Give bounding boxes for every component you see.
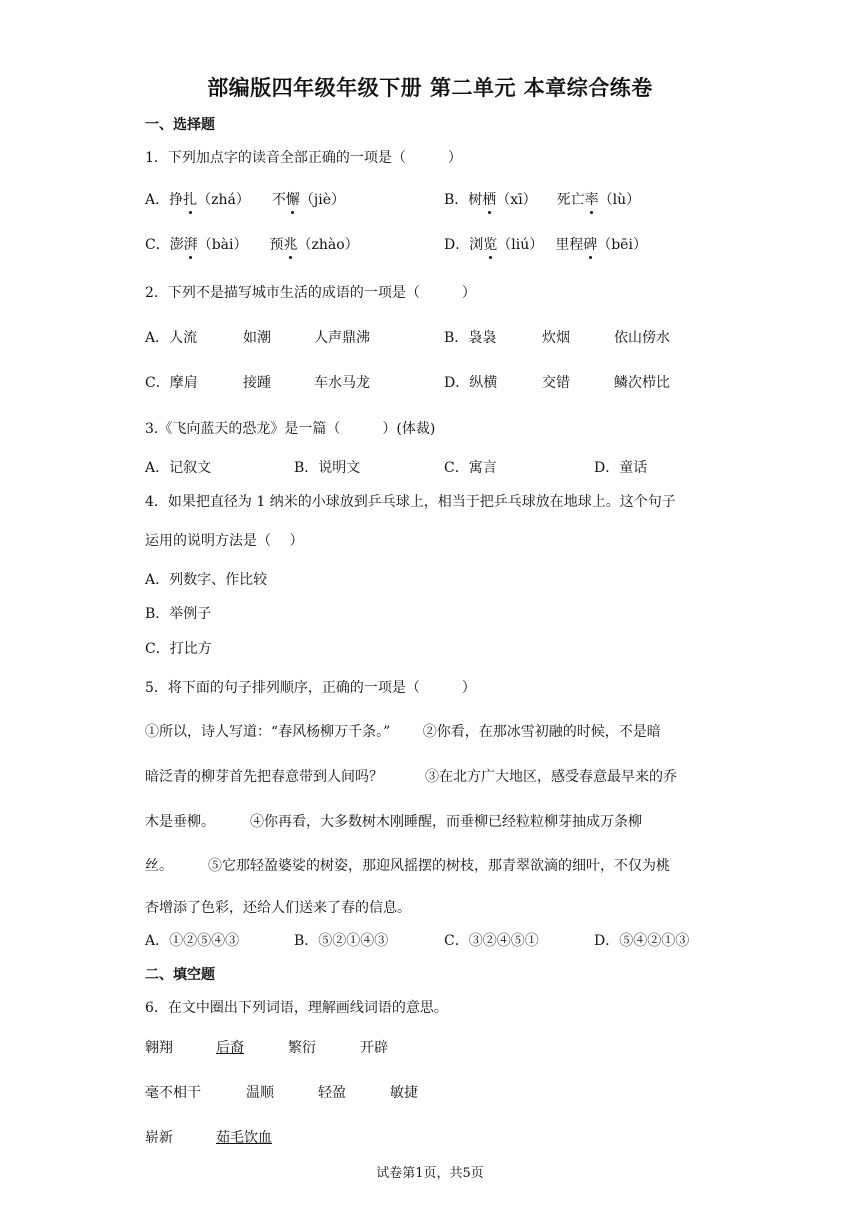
q5-option-b: B．⑤②①④③	[294, 933, 389, 949]
dotted-char: 率	[585, 189, 599, 209]
q6-word: 繁衍	[288, 1040, 316, 1056]
q6-word: 敏捷	[390, 1085, 418, 1101]
q2-option-b-2: 炊烟	[542, 330, 570, 346]
dotted-char: 兆	[284, 234, 298, 254]
question-5-stem: 5．将下面的句子排列顺序，正确的一项是（ ）	[145, 680, 476, 696]
q3-option-d: D．童话	[594, 460, 648, 476]
q1-option-d	[444, 234, 647, 254]
q4-option-c: C．打比方	[145, 641, 212, 657]
option-label: B．	[444, 192, 469, 208]
word: 澎	[169, 237, 184, 253]
word: 里程	[555, 237, 584, 253]
q5-passage-line4: 丝。 ⑤它那轻盈婆娑的树姿，那迎风摇摆的树枝，那青翠欲滴的细叶，不仅为桃	[145, 858, 670, 874]
q2-option-b-1: B．袅袅	[444, 330, 497, 346]
q6-word: 轻盈	[318, 1085, 346, 1101]
dotted-char: 览	[483, 234, 497, 254]
dotted-char: 湃	[184, 234, 198, 254]
q2-option-d-1: D．纵横	[444, 375, 498, 391]
pinyin: （jiè）	[299, 192, 345, 208]
q5-option-c: C．③②④⑤①	[444, 933, 539, 949]
q6-word: 温顺	[246, 1085, 274, 1101]
section-heading-fill: 二、填空题	[145, 967, 215, 983]
q3-option-b: B．说明文	[294, 460, 361, 476]
page-title: 部编版四年级年级下册 第二单元 本章综合练卷	[207, 76, 653, 100]
q5-option-d: D．⑤④②①③	[594, 933, 690, 949]
section-heading-choice: 一、选择题	[145, 117, 215, 133]
option-label: A．	[145, 192, 170, 208]
word: 不	[271, 192, 286, 208]
q6-word: 崭新	[145, 1130, 173, 1146]
q2-option-a-3: 人声鼎沸	[314, 330, 370, 346]
pinyin: （lù）	[598, 192, 641, 208]
q5-passage-line3: 木是垂柳。 ④你再看，大多数树木刚睡醒，而垂柳已经粒粒柳芽抽成万条柳	[145, 814, 642, 830]
q2-option-c-3: 车水马龙	[314, 375, 370, 391]
q4-option-b: B．举例子	[145, 606, 212, 622]
question-6-stem: 6．在文中圈出下列词语，理解画线词语的意思。	[145, 1000, 448, 1016]
question-4-stem-line2: 运用的说明方法是（ ）	[145, 533, 304, 549]
q6-word-underlined: 茹毛饮血	[216, 1130, 272, 1146]
word: 预	[269, 237, 284, 253]
word: 死亡	[556, 192, 585, 208]
q2-option-c-1: C．摩肩	[145, 375, 198, 391]
q6-word-underlined: 后裔	[216, 1040, 244, 1056]
word: 浏	[469, 237, 484, 253]
dotted-char: 碑	[583, 234, 597, 254]
q6-word: 开辟	[360, 1040, 388, 1056]
question-3-stem: 3.《飞向蓝天的恐龙》是一篇（ ）(体裁)	[145, 421, 436, 437]
option-label: C．	[145, 237, 170, 253]
question-2-stem: 2．下列不是描写城市生活的成语的一项是（ ）	[145, 285, 476, 301]
q2-option-a-2: 如潮	[243, 330, 271, 346]
q2-option-b-3: 依山傍水	[614, 330, 670, 346]
word: 挣	[169, 192, 184, 208]
q2-option-c-2: 接踵	[243, 375, 271, 391]
pinyin: （xī）	[496, 192, 537, 208]
q4-option-a: A．列数字、作比较	[145, 572, 268, 588]
q1-option-b	[444, 189, 640, 209]
q5-option-a: A．①②⑤④③	[145, 933, 240, 949]
q3-option-a: A．记叙文	[145, 460, 212, 476]
dotted-char: 扎	[183, 189, 197, 209]
pinyin: （bài）	[197, 237, 248, 253]
question-1-stem: 1．下列加点字的读音全部正确的一项是（ ）	[145, 150, 462, 166]
dotted-char: 懈	[286, 189, 300, 209]
pinyin: （zhá）	[197, 192, 250, 208]
q5-passage-line1: ①所以，诗人写道：“春风杨柳万千条。” ②你看，在那冰雪初融的时候，不是暗	[145, 724, 661, 740]
q2-option-d-3: 鳞次栉比	[614, 375, 670, 391]
q2-option-a-1: A．人流	[145, 330, 198, 346]
question-4-stem-line1: 4．如果把直径为 1 纳米的小球放到乒乓球上，相当于把乒乓球放在地球上。这个句子	[145, 494, 676, 510]
word: 树	[468, 192, 483, 208]
page-footer: 试卷第1页，共5页	[376, 1166, 484, 1181]
q1-option-a	[145, 189, 345, 209]
dotted-char: 栖	[482, 189, 496, 209]
option-label: D．	[444, 237, 470, 253]
q6-word: 毫不相干	[145, 1085, 201, 1101]
pinyin: （zhào）	[297, 237, 359, 253]
pinyin: （liú）	[497, 237, 544, 253]
q1-option-c	[145, 234, 359, 254]
pinyin: （bēi）	[597, 237, 647, 253]
q6-word: 翱翔	[145, 1040, 173, 1056]
q2-option-d-2: 交错	[542, 375, 570, 391]
q5-passage-line5: 杏增添了色彩，还给人们送来了春的信息。	[145, 900, 411, 916]
q3-option-c: C．寓言	[444, 460, 497, 476]
q5-passage-line2: 暗泛青的柳芽首先把春意带到人间吗？ ③在北方广大地区，感受春意最早来的乔	[145, 769, 677, 785]
